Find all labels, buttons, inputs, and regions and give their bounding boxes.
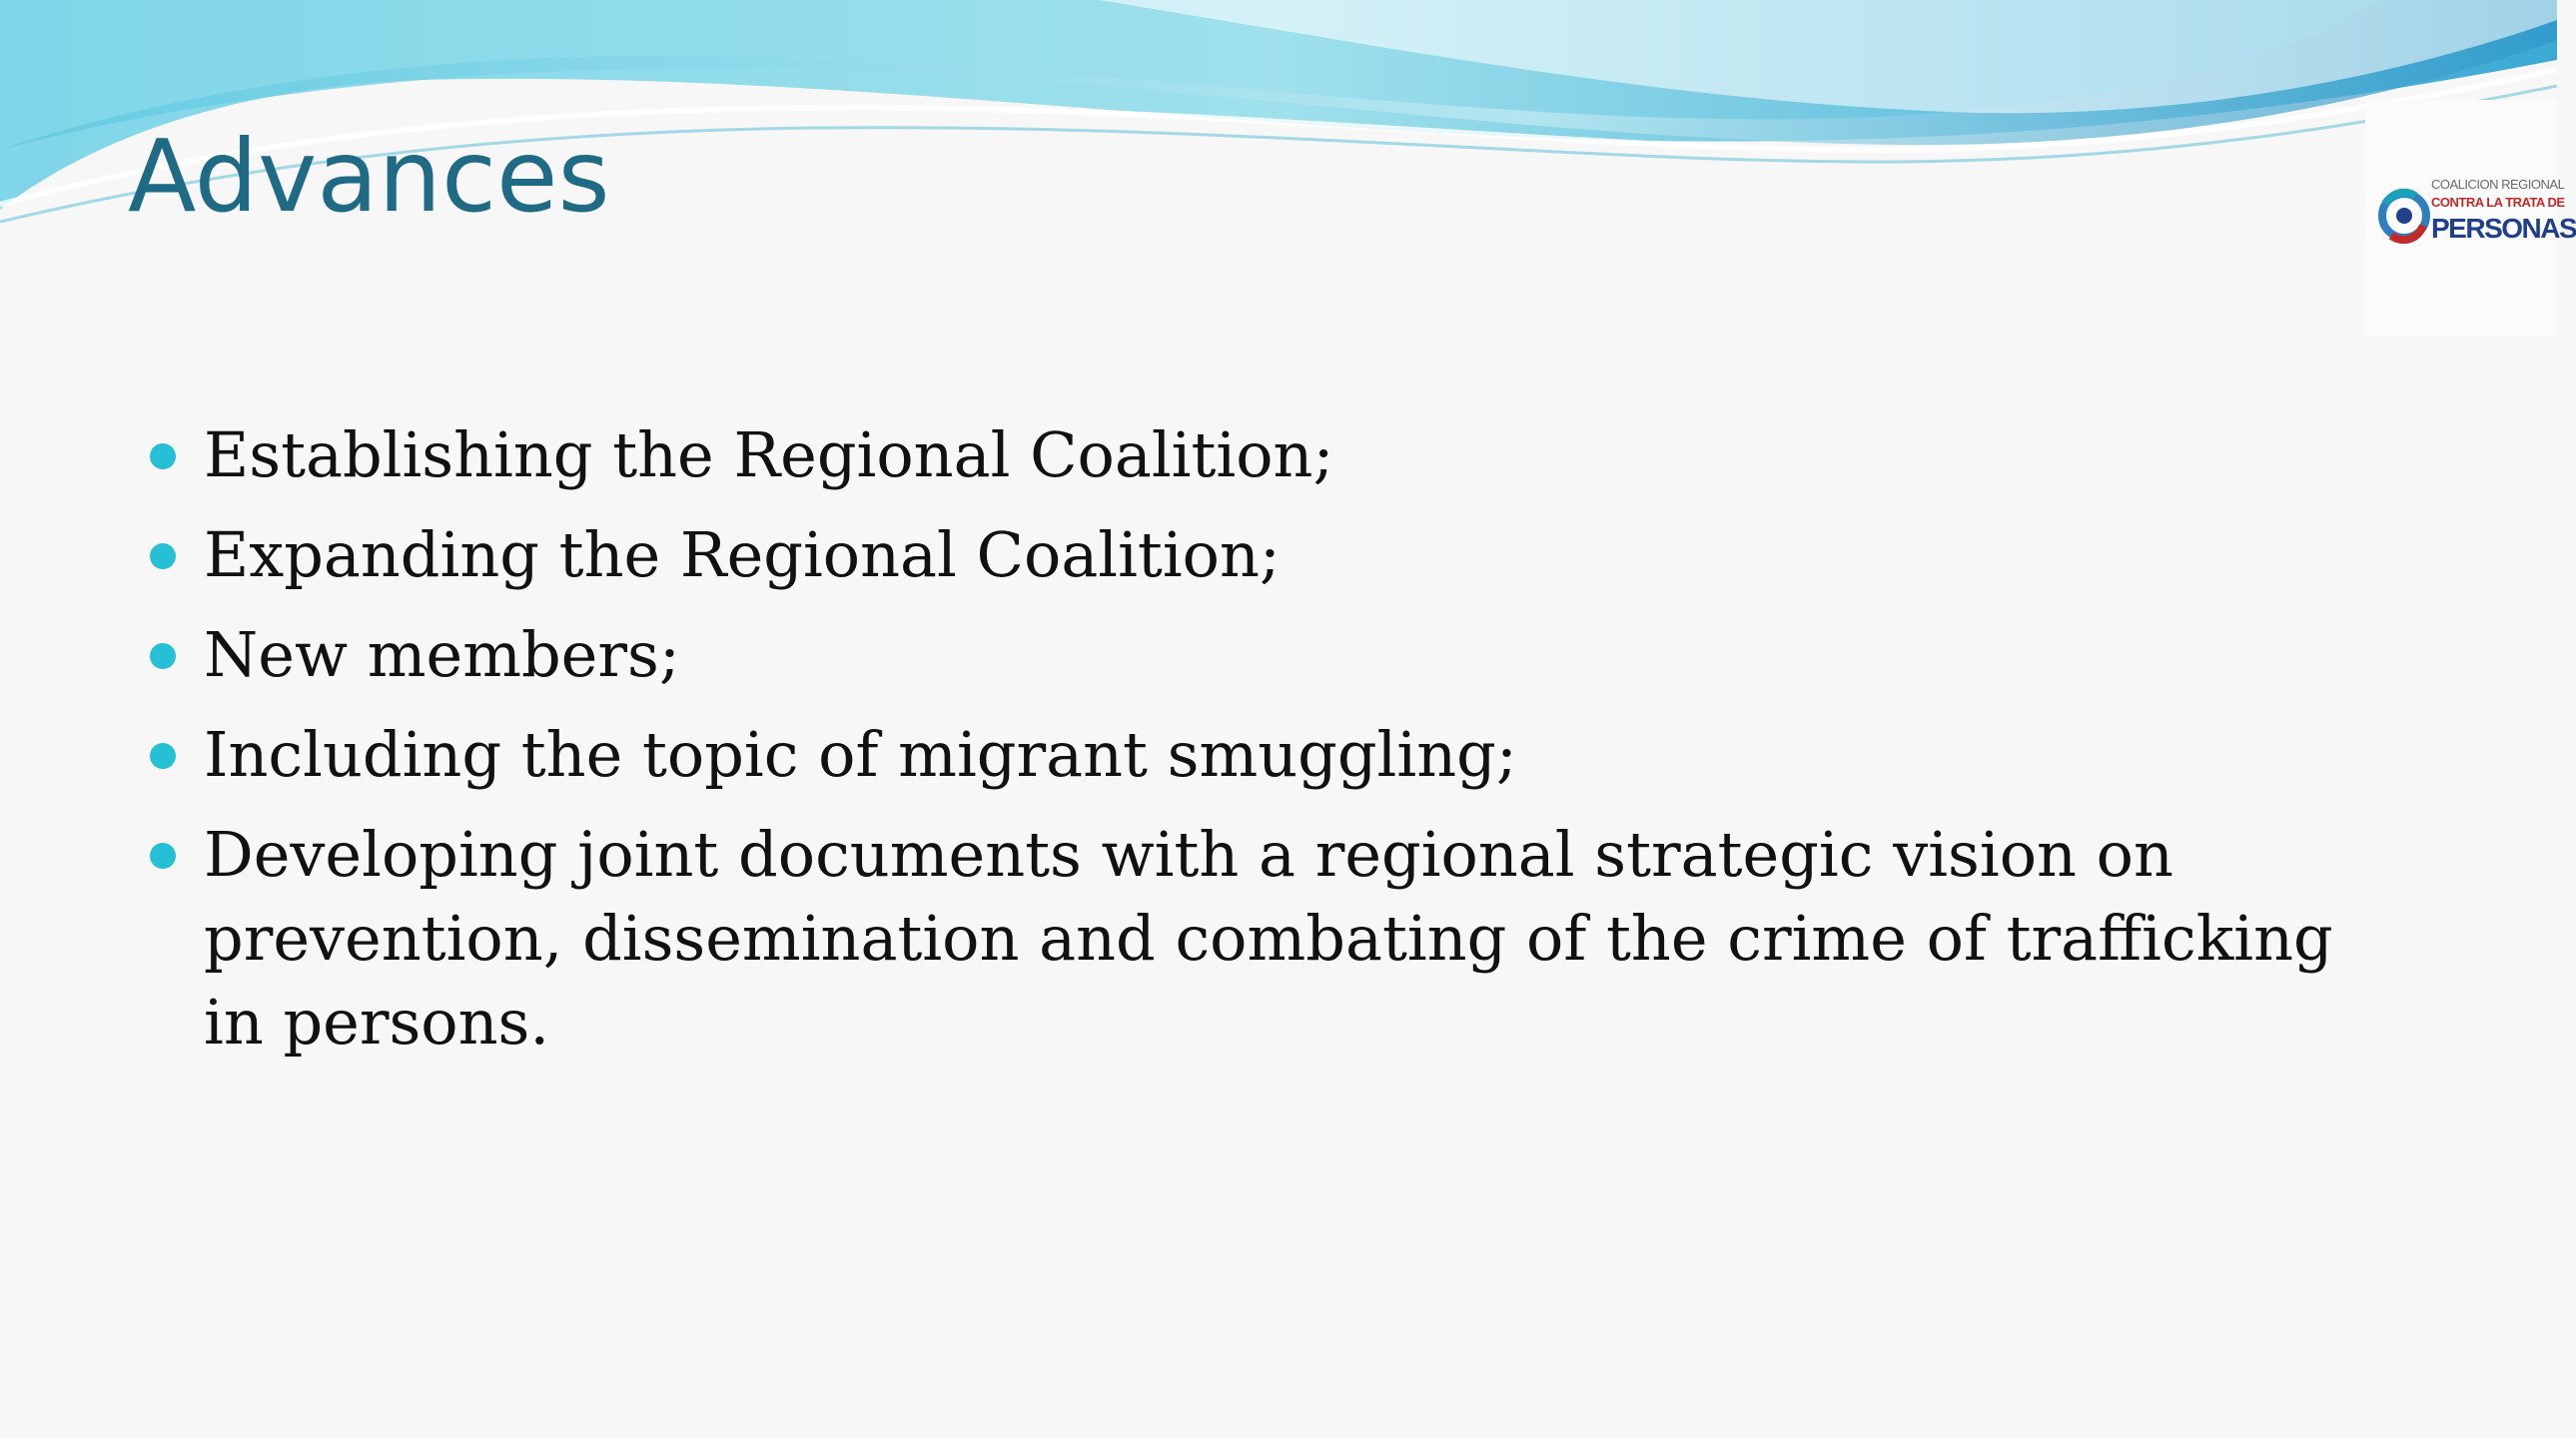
- bullet-icon: [150, 743, 176, 769]
- bullet-icon: [150, 643, 176, 669]
- logo-line-3: PERSONAS: [2431, 213, 2576, 244]
- bullet-text: Establishing the Regional Coalition;: [204, 418, 1334, 491]
- logo-text: [2431, 176, 2576, 246]
- bullet-icon: [150, 543, 176, 569]
- bullet-list: [150, 413, 2407, 1080]
- bullet-text: New members;: [204, 618, 680, 691]
- bullet-text: Developing joint documents with a regional strategic vision on prevention, dissemination and combating of the crime of trafficking in persons.: [204, 818, 2333, 1059]
- bullet-item: [150, 413, 2407, 497]
- bullet-item: [150, 713, 2407, 797]
- bullet-icon: [150, 843, 176, 869]
- bullet-text: Including the topic of migrant smuggling;: [204, 718, 1517, 791]
- coalition-logo: [2365, 100, 2576, 336]
- bullet-item: [150, 613, 2407, 697]
- logo-line-1: COALICION REGIONAL: [2431, 177, 2565, 192]
- logo-line-2: CONTRA LA TRATA DE: [2431, 195, 2565, 210]
- bullet-icon: [150, 443, 176, 469]
- regional-coalition-globe-icon: [2375, 176, 2433, 260]
- bullet-item: [150, 813, 2407, 1065]
- slide-title: Advances: [128, 118, 610, 235]
- bullet-item: [150, 513, 2407, 597]
- bullet-text: Expanding the Regional Coalition;: [204, 518, 1281, 591]
